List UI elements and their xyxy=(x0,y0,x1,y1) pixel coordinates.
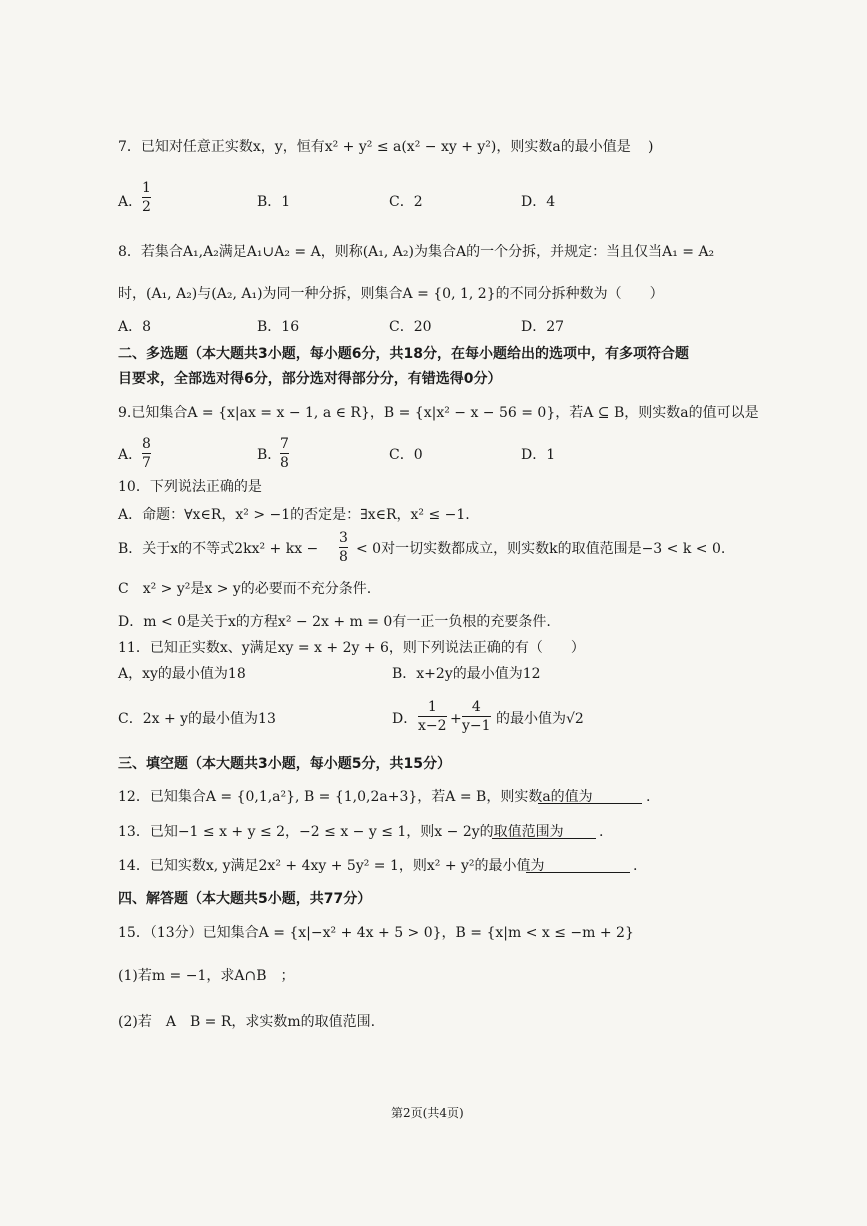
q9-option-c: C．0 xyxy=(389,447,423,463)
q7-option-d: D．4 xyxy=(521,194,556,210)
q12-text: 12．已知集合A = {0,1,a²}, B = {1,0,2a+3}，若A = B，则实数a的值为 xyxy=(118,789,593,805)
q9-option-a-fraction xyxy=(142,436,151,471)
q9-option-d: D．1 xyxy=(521,447,556,463)
q10-option-a: A．命题：∀x∈R，x² > −1的否定是：∃x∈R，x² ≤ −1. xyxy=(118,507,470,523)
q11-option-d-numerator1: 1 xyxy=(427,699,437,715)
section2-heading-line2: 目要求，全部选对得6分，部分选对得部分分，有错选得0分） xyxy=(118,371,502,387)
q11-option-d-denominator1: x−2 xyxy=(418,718,447,734)
q9-option-a-denominator: 7 xyxy=(142,455,151,471)
q15-part2: (2)若 A B = R，求实数m的取值范围. xyxy=(118,1014,376,1030)
q7-option-a-denominator: 2 xyxy=(142,199,151,215)
q15-stem: 15．（13分）已知集合A = {x|−x² + 4x + 5 > 0}，B = {x|m < x ≤ −m + 2} xyxy=(118,925,634,941)
section4-heading: 四、解答题（本大题共5小题，共77分） xyxy=(118,891,372,907)
q11-option-d-numerator2: 4 xyxy=(471,699,481,715)
q10-option-c: C x² > y²是x > y的必要而不充分条件. xyxy=(118,581,372,597)
q11-option-d-fraction2 xyxy=(462,699,491,734)
q10-option-b-pre: B．关于x的不等式2kx² + kx − xyxy=(118,541,319,557)
q9-option-b-denominator: 8 xyxy=(280,455,289,471)
q9-option-a-label: A． xyxy=(118,447,143,463)
q8-option-d: D．27 xyxy=(521,319,565,335)
q7-paren: ) xyxy=(648,139,654,155)
q14-end: . xyxy=(633,858,638,874)
q10-option-b-post: < 0对一切实数都成立，则实数k的取值范围是−3 < k < 0. xyxy=(356,541,726,557)
fraction-bar xyxy=(418,716,447,717)
q10-option-b-denominator: 8 xyxy=(339,549,348,565)
q9-option-b-label: B． xyxy=(257,447,282,463)
q11-option-d-fraction1 xyxy=(418,699,447,734)
q11-option-d-post: 的最小值为√2 xyxy=(496,711,584,727)
fraction-bar xyxy=(142,197,151,198)
q7-option-a-label: A． xyxy=(118,194,143,210)
q11-option-d-plus: + xyxy=(450,711,462,727)
q10-stem: 10．下列说法正确的是 xyxy=(118,479,262,495)
q11-option-c: C．2x + y的最小值为13 xyxy=(118,711,276,727)
q9-option-a-numerator: 8 xyxy=(142,436,151,452)
fraction-bar xyxy=(280,453,289,454)
q13-text: 13．已知−1 ≤ x + y ≤ 2，−2 ≤ x − y ≤ 1，则x − 2y的取值范围为 xyxy=(118,824,564,840)
q11-stem: 11．已知正实数x、y满足xy = x + 2y + 6，则下列说法正确的有（ ） xyxy=(118,640,585,656)
q14-text: 14．已知实数x, y满足2x² + 4xy + 5y² = 1，则x² + y²的最小值为 xyxy=(118,858,545,874)
q8-option-a: A．8 xyxy=(118,319,152,335)
q8-line1: 8．若集合A₁,A₂满足A₁∪A₂ = A，则称(A₁, A₂)为集合A的一个分拆，并规定：当且仅当A₁ = A₂ xyxy=(118,244,715,260)
q12-answer-blank[interactable] xyxy=(538,803,642,804)
fraction-bar xyxy=(339,547,348,548)
q12-end: . xyxy=(646,789,651,805)
q11-option-a: A，xy的最小值为18 xyxy=(118,666,246,682)
page-footer: 第2页(共4页) xyxy=(391,1106,464,1120)
q7-stem: 7．已知对任意正实数x，y，恒有x² + y² ≤ a(x² − xy + y²)，则实数a的最小值是 xyxy=(118,139,631,155)
q8-option-b: B．16 xyxy=(257,319,300,335)
q10-option-b-numerator: 3 xyxy=(339,530,348,546)
q11-option-d-label: D． xyxy=(392,711,418,727)
fraction-bar xyxy=(462,716,491,717)
q10-option-d: D．m < 0是关于x的方程x² − 2x + m = 0有一正一负根的充要条件. xyxy=(118,614,551,630)
fraction-bar xyxy=(142,453,151,454)
q7-option-b: B．1 xyxy=(257,194,291,210)
q8-option-c: C．20 xyxy=(389,319,432,335)
q13-end: . xyxy=(599,824,604,840)
q11-option-d-denominator2: y−1 xyxy=(462,718,491,734)
section2-heading-line1: 二、多选题（本大题共3小题，每小题6分，共18分，在每小题给出的选项中，有多项符合题 xyxy=(118,346,689,362)
q13-answer-blank[interactable] xyxy=(492,838,596,839)
q9-option-b-fraction xyxy=(280,436,289,471)
q10-option-b-fraction xyxy=(339,530,348,565)
q7-option-a-numerator: 1 xyxy=(142,180,151,196)
q7-option-c: C．2 xyxy=(389,194,423,210)
q11-option-b: B．x+2y的最小值为12 xyxy=(392,666,541,682)
q14-answer-blank[interactable] xyxy=(526,872,630,873)
q9-option-b-numerator: 7 xyxy=(280,436,289,452)
q8-line2: 时，(A₁, A₂)与(A₂, A₁)为同一种分拆，则集合A = {0, 1, 2}的不同分拆种数为（ ） xyxy=(118,286,664,302)
q15-part1: (1)若m = −1，求A∩B ； xyxy=(118,968,295,984)
section3-heading: 三、填空题（本大题共3小题，每小题5分，共15分） xyxy=(118,756,451,772)
q9-stem: 9.已知集合A = {x|ax = x − 1, a ∈ R}，B = {x|x² − x − 56 = 0}，若A ⊆ B，则实数a的值可以是 xyxy=(118,405,759,421)
q7-option-a-fraction xyxy=(142,180,151,215)
